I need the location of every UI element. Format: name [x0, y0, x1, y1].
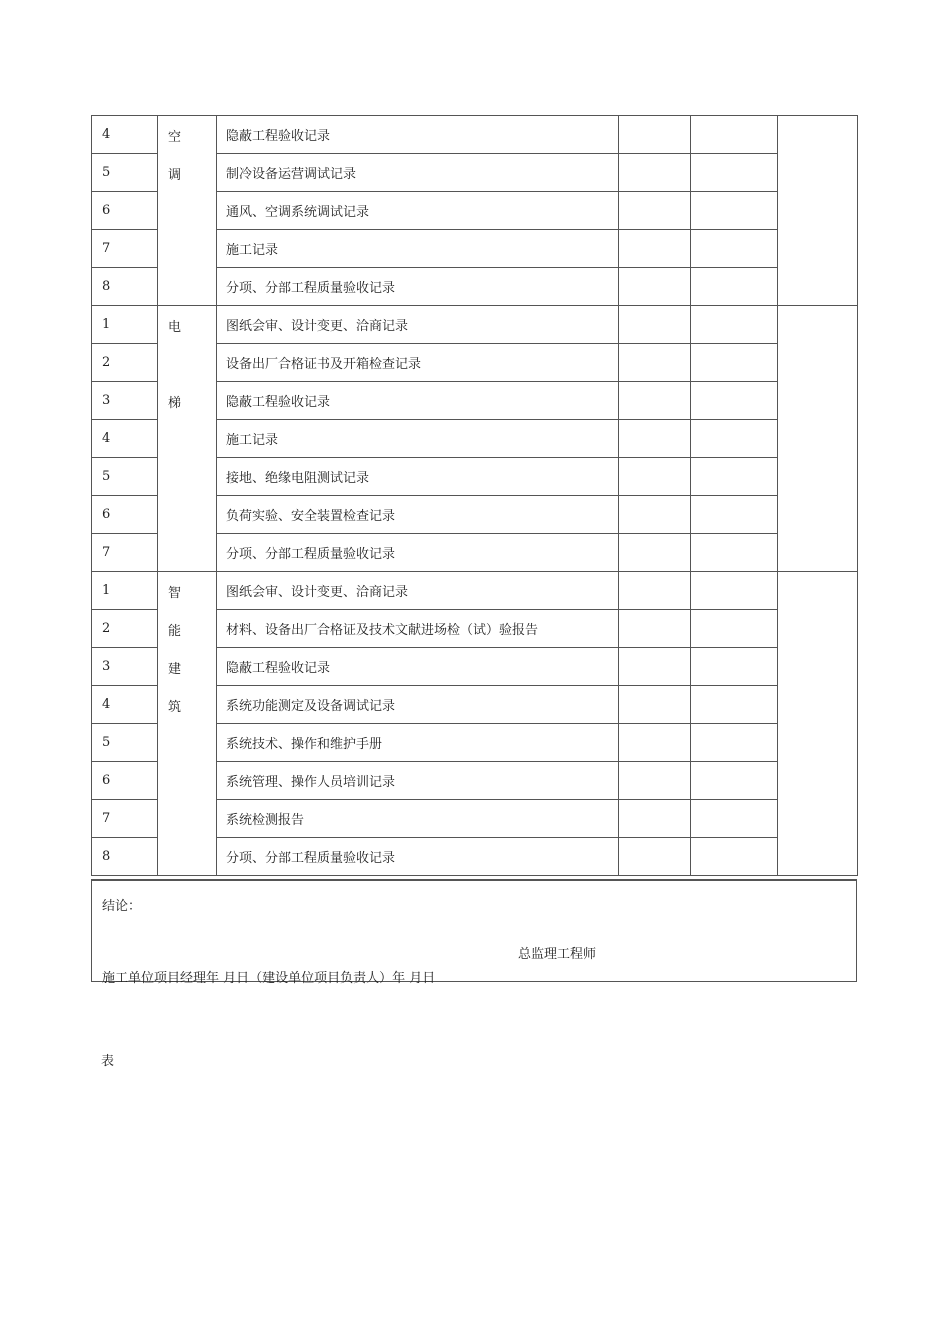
blank-cell — [691, 344, 778, 382]
record-item: 制冷设备运营调试记录 — [217, 154, 619, 192]
blank-cell — [691, 116, 778, 154]
row-number: 7 — [92, 800, 158, 838]
category-char: 空 — [168, 130, 182, 145]
row-number: 7 — [92, 534, 158, 572]
row-number: 1 — [92, 306, 158, 344]
blank-cell — [619, 800, 691, 838]
remarks-cell — [778, 572, 858, 876]
table-row — [92, 306, 858, 344]
blank-cell — [691, 534, 778, 572]
blank-cell — [619, 268, 691, 306]
blank-cell — [619, 420, 691, 458]
blank-cell — [691, 306, 778, 344]
row-number: 8 — [92, 268, 158, 306]
blank-cell — [619, 572, 691, 610]
row-number: 4 — [92, 686, 158, 724]
blank-cell — [619, 838, 691, 876]
blank-cell — [691, 268, 778, 306]
blank-cell — [619, 686, 691, 724]
chief-supervisor-label: 总监理工程师 — [518, 947, 597, 962]
blank-cell — [691, 382, 778, 420]
conclusion-label: 结论： — [102, 899, 142, 914]
record-item: 图纸会审、设计变更、洽商记录 — [217, 572, 619, 610]
records-table — [91, 115, 858, 876]
record-item: 系统管理、操作人员培训记录 — [217, 762, 619, 800]
row-number: 3 — [92, 648, 158, 686]
row-number: 2 — [92, 610, 158, 648]
record-item: 隐蔽工程验收记录 — [217, 382, 619, 420]
row-number: 3 — [92, 382, 158, 420]
footer-text: 表 — [101, 1054, 115, 1069]
blank-cell — [619, 306, 691, 344]
row-number: 6 — [92, 192, 158, 230]
category-cell — [158, 572, 217, 876]
row-number: 6 — [92, 762, 158, 800]
blank-cell — [619, 534, 691, 572]
row-number: 5 — [92, 458, 158, 496]
blank-cell — [691, 572, 778, 610]
category-char: 梯 — [168, 396, 182, 411]
category-char: 建 — [168, 662, 182, 677]
row-number: 5 — [92, 154, 158, 192]
record-item: 隐蔽工程验收记录 — [217, 116, 619, 154]
record-item: 分项、分部工程质量验收记录 — [217, 268, 619, 306]
blank-cell — [691, 762, 778, 800]
record-item: 负荷实验、安全装置检查记录 — [217, 496, 619, 534]
record-item: 接地、绝缘电阻测试记录 — [217, 458, 619, 496]
remarks-cell — [778, 306, 858, 572]
blank-cell — [691, 724, 778, 762]
record-item: 分项、分部工程质量验收记录 — [217, 534, 619, 572]
row-number: 7 — [92, 230, 158, 268]
blank-cell — [619, 344, 691, 382]
conclusion-box — [91, 879, 857, 986]
blank-cell — [691, 192, 778, 230]
category-char: 智 — [168, 586, 182, 601]
blank-cell — [691, 686, 778, 724]
blank-cell — [619, 648, 691, 686]
blank-cell — [691, 610, 778, 648]
blank-cell — [619, 762, 691, 800]
record-item: 分项、分部工程质量验收记录 — [217, 838, 619, 876]
blank-cell — [691, 648, 778, 686]
row-number: 2 — [92, 344, 158, 382]
row-number: 5 — [92, 724, 158, 762]
record-item: 系统功能测定及设备调试记录 — [217, 686, 619, 724]
blank-cell — [691, 230, 778, 268]
row-number: 1 — [92, 572, 158, 610]
category-char: 电 — [168, 320, 182, 335]
record-item: 图纸会审、设计变更、洽商记录 — [217, 306, 619, 344]
blank-cell — [619, 382, 691, 420]
blank-cell — [619, 230, 691, 268]
category-char: 调 — [168, 168, 182, 183]
remarks-cell — [778, 116, 858, 306]
row-number: 6 — [92, 496, 158, 534]
category-cell — [158, 306, 217, 572]
record-item: 隐蔽工程验收记录 — [217, 648, 619, 686]
record-item: 施工记录 — [217, 230, 619, 268]
blank-cell — [691, 420, 778, 458]
category-cell — [158, 116, 217, 306]
record-item: 施工记录 — [217, 420, 619, 458]
blank-cell — [619, 610, 691, 648]
category-char: 筑 — [168, 700, 182, 715]
category-char: 能 — [168, 624, 182, 639]
record-item: 通风、空调系统调试记录 — [217, 192, 619, 230]
blank-cell — [619, 724, 691, 762]
record-item: 设备出厂合格证书及开箱检查记录 — [217, 344, 619, 382]
signature-line: 施工单位项目经理年 月日（建设单位项目负责人）年 月日 — [102, 971, 436, 986]
record-item: 材料、设备出厂合格证及技术文献进场检（试）验报告 — [217, 610, 619, 648]
blank-cell — [619, 192, 691, 230]
record-item: 系统技术、操作和维护手册 — [217, 724, 619, 762]
blank-cell — [691, 154, 778, 192]
blank-cell — [691, 800, 778, 838]
blank-cell — [691, 496, 778, 534]
blank-cell — [619, 496, 691, 534]
blank-cell — [619, 154, 691, 192]
row-number: 4 — [92, 116, 158, 154]
blank-cell — [691, 838, 778, 876]
table-row — [92, 116, 858, 154]
row-number: 4 — [92, 420, 158, 458]
row-number: 8 — [92, 838, 158, 876]
blank-cell — [619, 458, 691, 496]
blank-cell — [619, 116, 691, 154]
table-row — [92, 572, 858, 610]
blank-cell — [691, 458, 778, 496]
record-item: 系统检测报告 — [217, 800, 619, 838]
